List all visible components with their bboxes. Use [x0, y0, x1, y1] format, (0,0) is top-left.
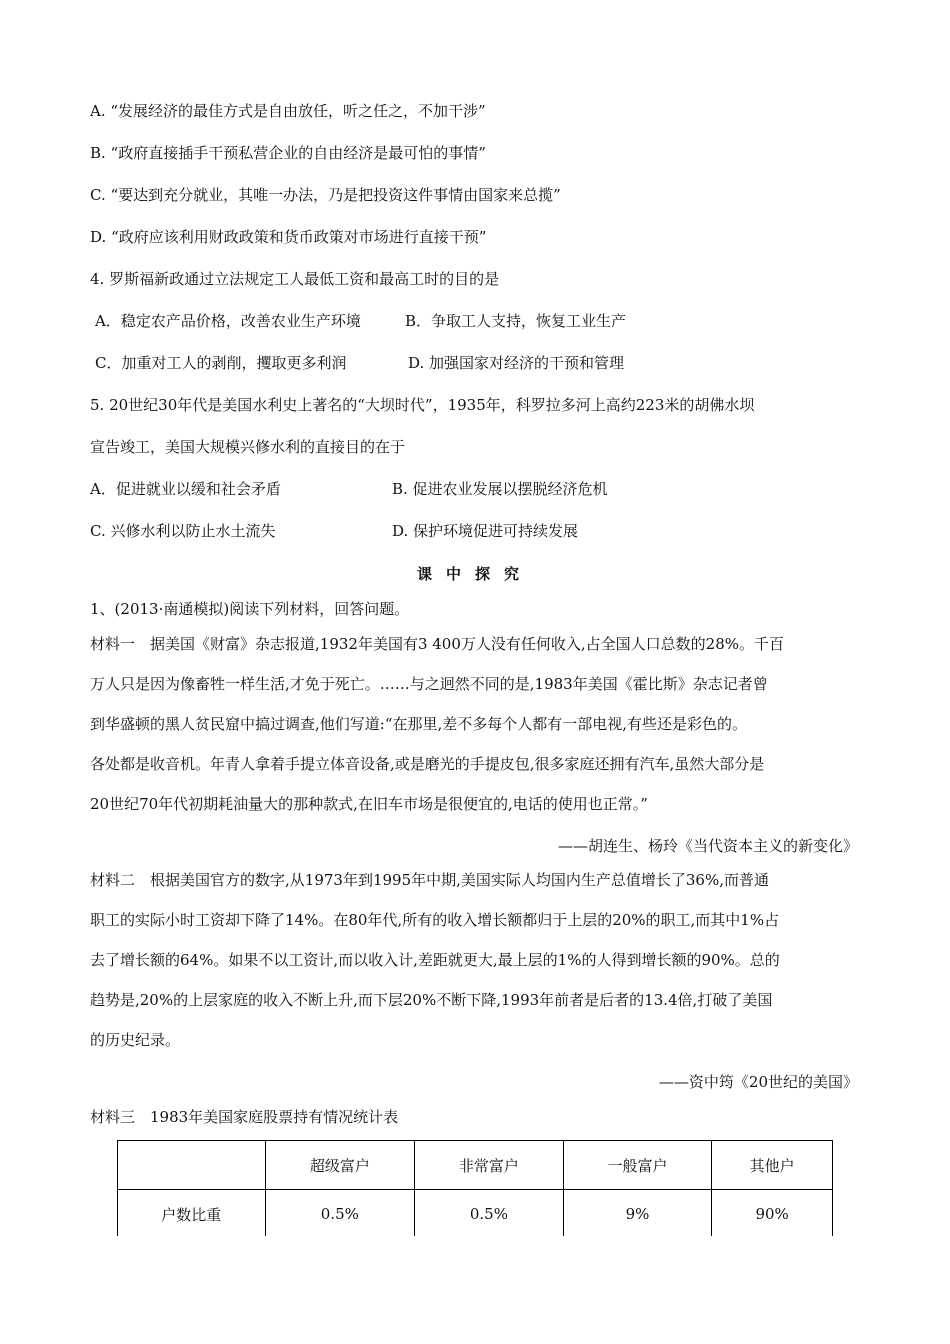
material-1-line: 各处都是收音机。年青人拿着手提立体音设备,或是磨光的手提皮包,很多家庭还拥有汽车,虽然大部分是: [90, 755, 765, 773]
q4-option-b: B．争取工人支持，恢复工业生产: [405, 312, 627, 330]
section-title: 课中探究: [416, 565, 533, 583]
material-2: [90, 860, 860, 1060]
table-header-cell: [118, 1141, 266, 1190]
material-1-line: 万人只是因为像畜牲一样生活,才免于死亡。……与之迥然不同的是,1983年美国《霍比斯》杂志记者曾: [90, 675, 768, 693]
q5-stem-line2: 宣告竣工，美国大规模兴修水利的直接目的在于: [90, 438, 406, 456]
question-1-intro: 1、(2013·南通模拟)阅读下列材料，回答问题。: [90, 600, 410, 618]
table-cell: 9%: [563, 1190, 712, 1239]
material-2-line: 去了增长额的64%。如果不以工资计,而以收入计,差距就更大,最上层的1%的人得到增长额的90%。总的: [90, 951, 780, 969]
q5-option-c: C. 兴修水利以防止水土流失: [90, 522, 276, 540]
table-header-cell: 一般富户: [563, 1141, 712, 1190]
material-1: [90, 624, 860, 824]
table-header-row: [118, 1141, 833, 1190]
q4-option-d: D. 加强国家对经济的干预和管理: [408, 354, 625, 372]
table-header-cell: 其他户: [712, 1141, 833, 1190]
material-2-line: 趋势是,20%的上层家庭的收入不断上升,而下层20%不断下降,1993年前者是后者的13.4倍,打破了美国: [90, 991, 773, 1009]
q4-stem: 4. 罗斯福新政通过立法规定工人最低工资和最高工时的目的是: [90, 270, 500, 288]
material-1-line: 20世纪70年代初期耗油量大的那种款式,在旧车市场是很便宜的,电话的使用也正常。”: [90, 795, 648, 813]
q4-option-a: A．稳定农产品价格，改善农业生产环境: [95, 312, 361, 330]
q5-option-a: A．促进就业以缓和社会矛盾: [90, 480, 281, 498]
material-2-source: ——资中筠《20世纪的美国》: [658, 1073, 858, 1091]
table-row-label: 户数比重: [118, 1190, 266, 1239]
q3-option-a: A. “发展经济的最佳方式是自由放任，听之任之，不加干涉”: [90, 102, 486, 120]
q5-stem-line1: 5. 20世纪30年代是美国水利史上著名的“大坝时代”，1935年，科罗拉多河上高约223米的胡佛水坝: [90, 396, 755, 414]
q3-option-c: C. “要达到充分就业，其唯一办法，乃是把投资这件事情由国家来总揽”: [90, 186, 561, 204]
table-cell: 90%: [712, 1190, 833, 1239]
material-2-line: 材料二 根据美国官方的数字,从1973年到1995年中期,美国实际人均国内生产总值增长了36%,而普通: [90, 871, 769, 889]
stock-holding-table: [117, 1140, 833, 1239]
table-cell: 0.5%: [415, 1190, 564, 1239]
q4-option-c: C．加重对工人的剥削，攫取更多利润: [95, 354, 347, 372]
material-2-line: 职工的实际小时工资却下降了14%。在80年代,所有的收入增长额都归于上层的20%的职工,而其中1%占: [90, 911, 780, 929]
material-3-title: 材料三 1983年美国家庭股票持有情况统计表: [90, 1108, 399, 1126]
table-row: [118, 1190, 833, 1239]
table-cell: 0.5%: [265, 1190, 415, 1239]
page-cutoff: [117, 1236, 835, 1246]
material-1-source: ——胡连生、杨玲《当代资本主义的新变化》: [557, 837, 858, 855]
q5-option-b: B. 促进农业发展以摆脱经济危机: [392, 480, 608, 498]
q3-option-b: B. “政府直接插手干预私营企业的自由经济是最可怕的事情”: [90, 144, 486, 162]
table-header-cell: 超级富户: [265, 1141, 415, 1190]
material-2-line: 的历史纪录。: [90, 1031, 181, 1049]
material-1-line: 材料一 据美国《财富》杂志报道,1932年美国有3 400万人没有任何收入,占全国人口总数的28%。千百: [90, 635, 784, 653]
material-1-line: 到华盛顿的黑人贫民窟中搞过调查,他们写道:“在那里,差不多每个人都有一部电视,有些还是彩色的。: [90, 715, 748, 733]
q3-option-d: D. “政府应该利用财政政策和货币政策对市场进行直接干预”: [90, 228, 487, 246]
q5-option-d: D. 保护环境促进可持续发展: [392, 522, 579, 540]
table-header-cell: 非常富户: [415, 1141, 564, 1190]
